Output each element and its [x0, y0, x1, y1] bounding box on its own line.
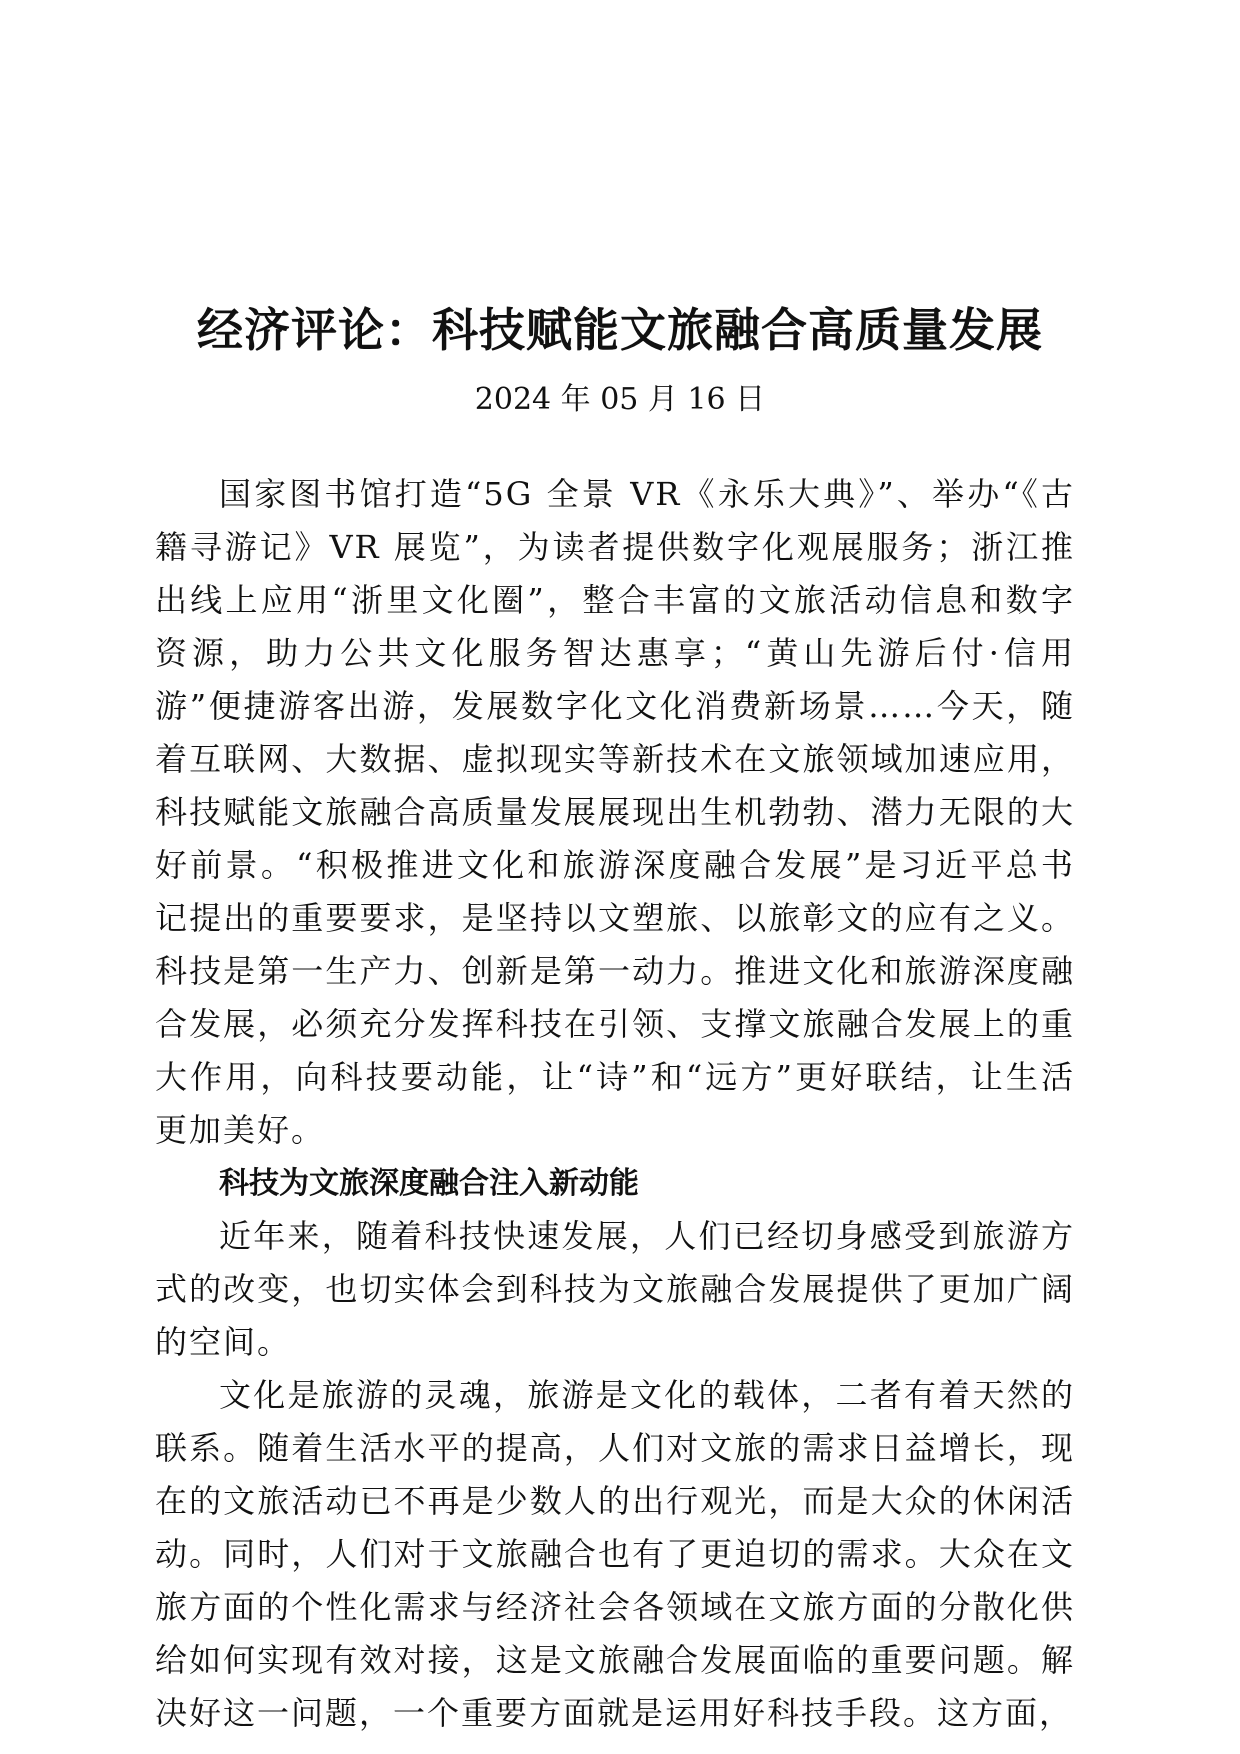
article-title: 经济评论：科技赋能文旅融合高质量发展 — [197, 303, 1043, 357]
section-heading: 科技为文旅深度融合注入新动能 — [219, 1166, 639, 1201]
section-paragraph: 文化是旅游的灵魂，旅游是文化的载体，二者有着天然的联系。随着生活水平的提高，人们对文旅的需求日益增长，现在的文旅活动已不再是少数人的出行观光，而是大众的休闲活动。同时，人们对于文旅融合也有了更迫切的需求。大众在文旅方面的个性化需求与经济社会各领域在文旅方面的分散化供给如何实现有效对接，这是文旅融合发展面临的重要问题。解决好这一问题，一个重要方面就是运用好科技手段。这方面， — [155, 1376, 1075, 1732]
article-date: 2024 年 05 月 16 日 — [474, 382, 766, 417]
article-body — [155, 468, 1075, 1740]
intro-paragraph: 国家图书馆打造“5G 全景 VR《永乐大典》”、举办“《古籍寻游记》VR 展览”，为读者提供数字化观展服务；浙江推出线上应用“浙里文化圈”，整合丰富的文旅活动信息和数字资源，助力公共文化服务智达惠享；“黄山先游后付·信用游”便捷游客出游，发展数字化文化消费新场景……今天，随着互联网、大数据、虚拟现实等新技术在文旅领域加速应用，科技赋能文旅融合高质量发展展现出生机勃勃、潜力无限的大好前景。“积极推进文化和旅游深度融合发展”是习近平总书记提出的重要要求，是坚持以文塑旅、以旅彰文的应有之义。科技是第一生产力、创新是第一动力。推进文化和旅游深度融合发展，必须充分发挥科技在引领、支撑文旅融合发展上的重大作用，向科技要动能，让“诗”和“远方”更好联结，让生活更加美好。 — [155, 475, 1075, 1149]
section-paragraph: 近年来，随着科技快速发展，人们已经切身感受到旅游方式的改变，也切实体会到科技为文旅融合发展提供了更加广阔的空间。 — [155, 1217, 1075, 1361]
